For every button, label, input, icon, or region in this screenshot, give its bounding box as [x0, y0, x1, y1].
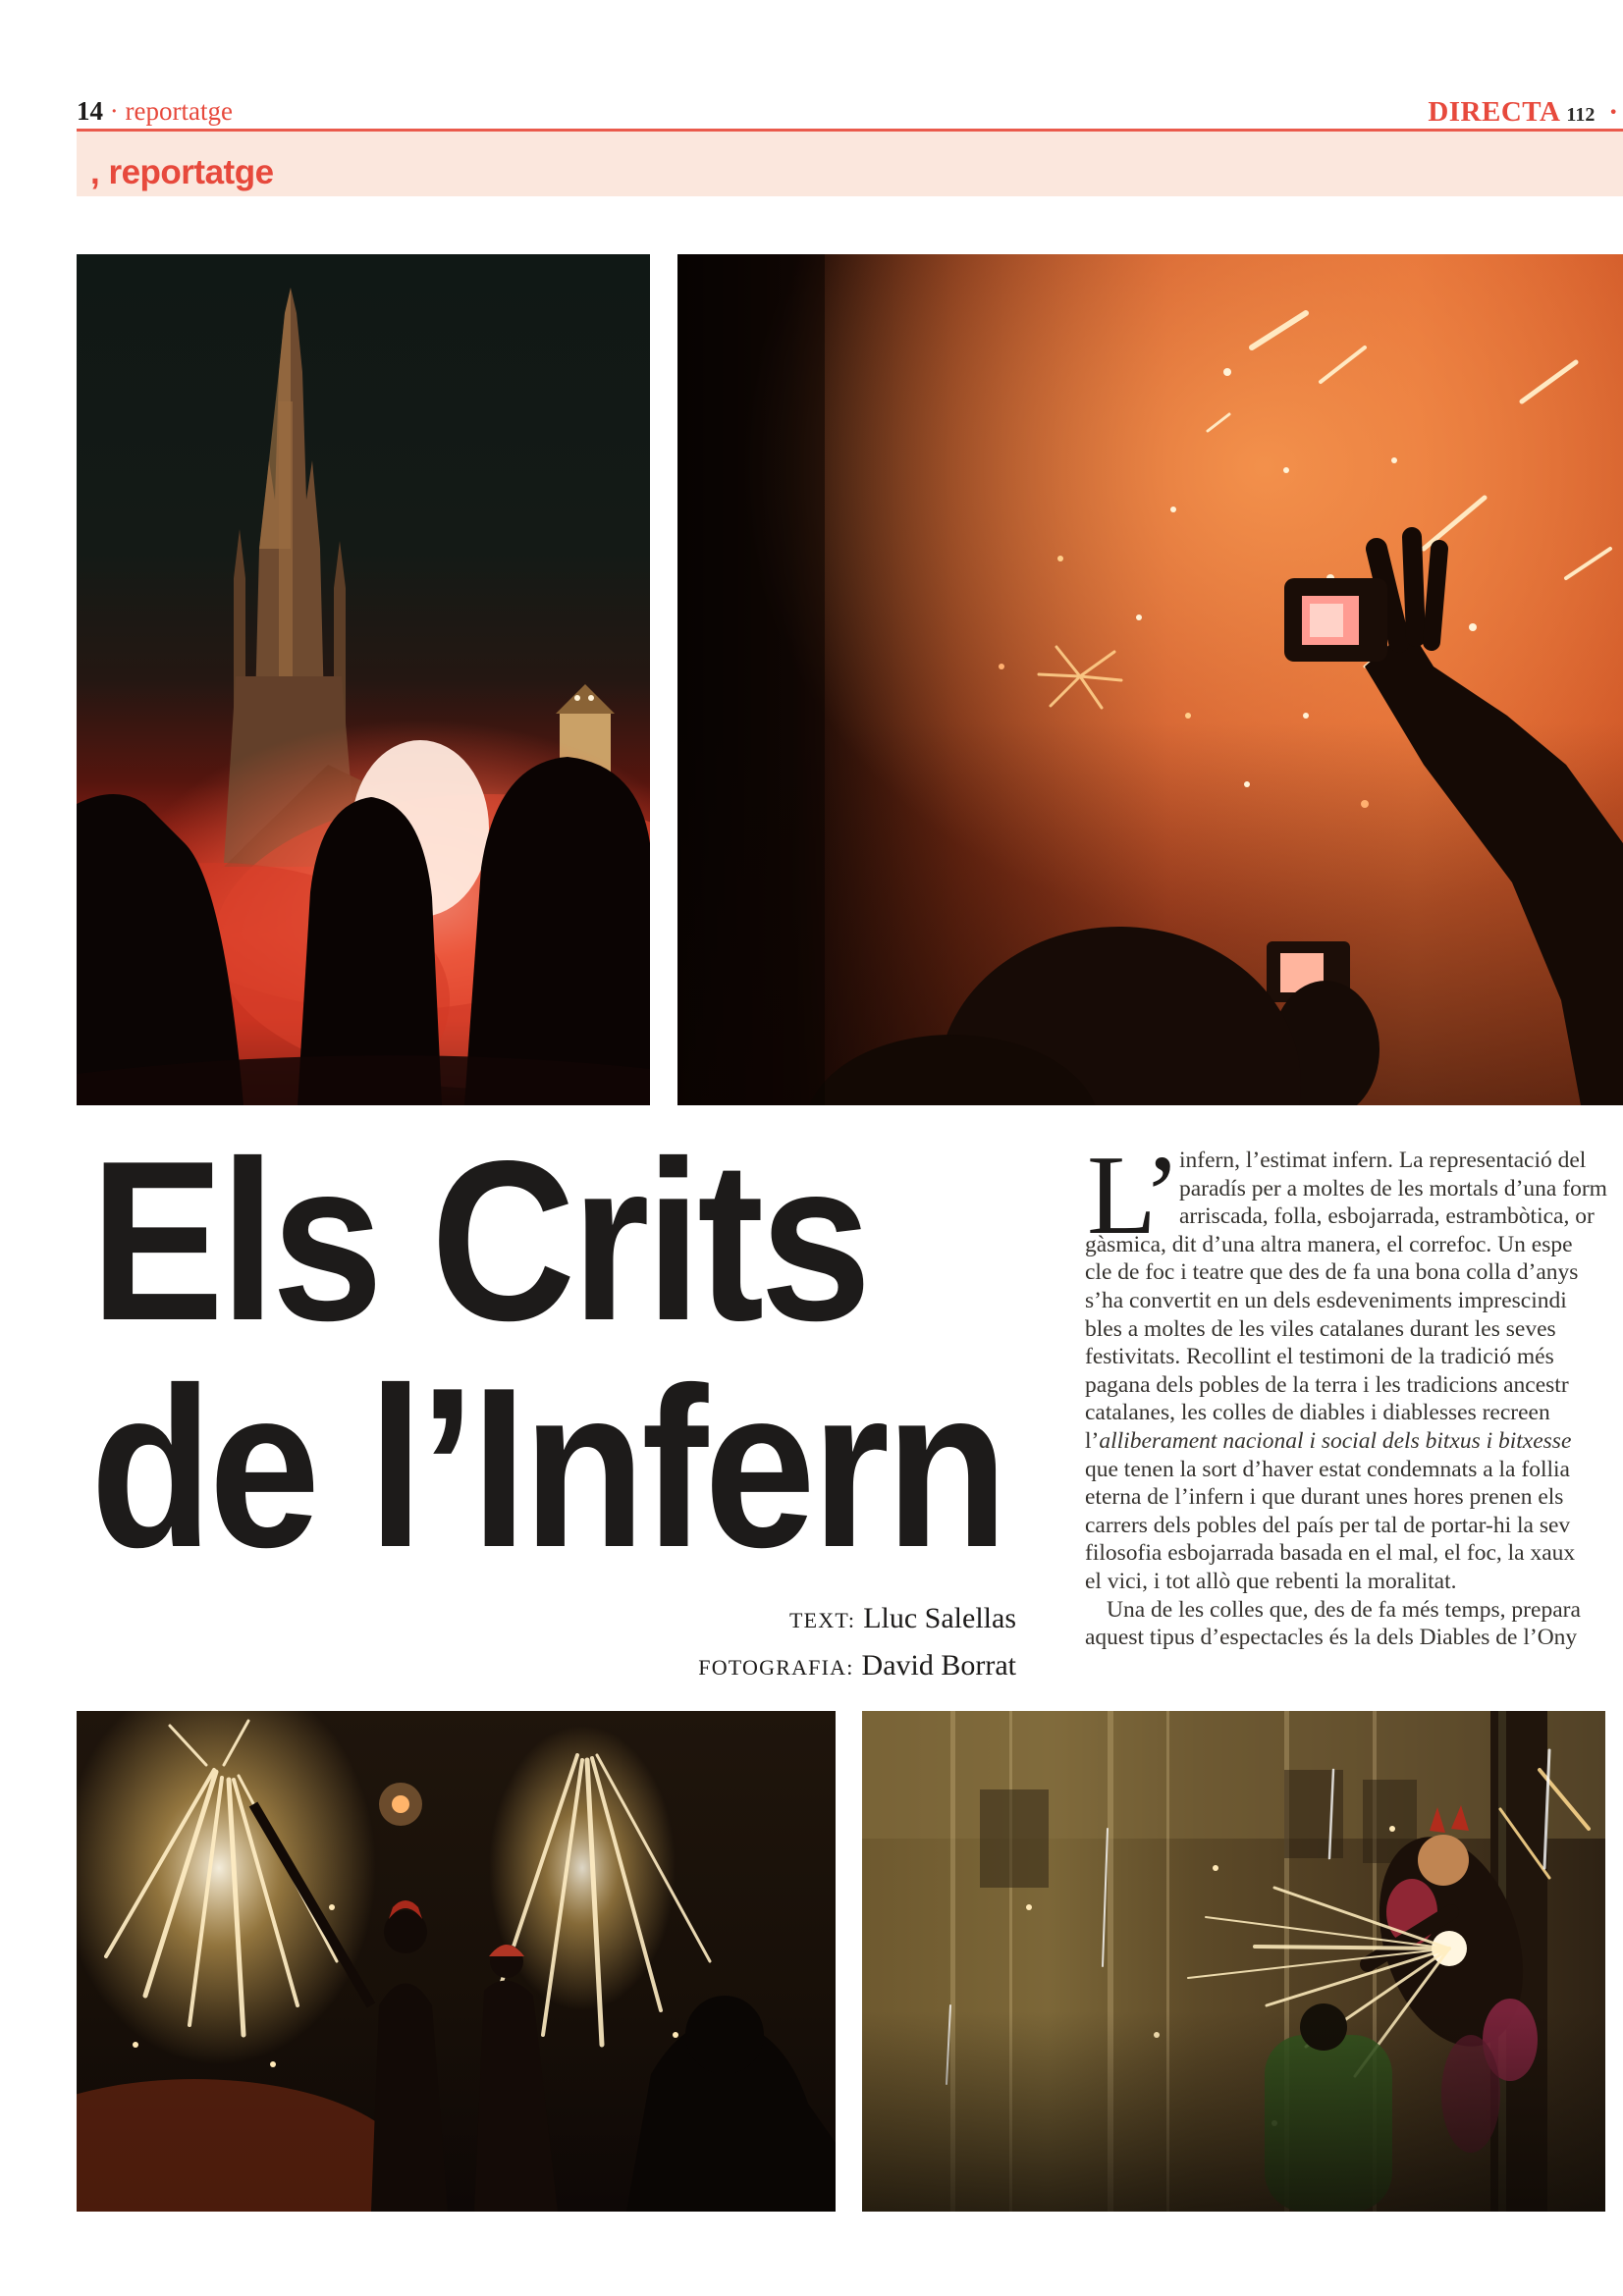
photo-crowd-filming-sparks — [677, 254, 1623, 1105]
photo-correfoc-spark-fountains — [77, 1711, 836, 2212]
credit-text-author: Lluc Salellas — [863, 1602, 1016, 1634]
body-text-line: gàsmica, dit d’una altra manera, el correfoc. Un espe — [1085, 1231, 1573, 1257]
issue-number: 112 — [1566, 104, 1596, 126]
header-separator: · — [109, 96, 119, 126]
credit-photo-label: FOTOGRAFIA: — [698, 1655, 854, 1680]
headline-text-2: de l’Infern — [90, 1341, 1004, 1595]
headline-text-1: Els Crits — [90, 1114, 868, 1368]
magazine-name: DIRECTA — [1428, 96, 1561, 128]
headline-line-2 — [90, 1341, 1129, 1595]
header-end-dot: · — [1608, 96, 1618, 128]
body-text-line: festivitats. Recollint el testimoni de la tradició més — [1085, 1344, 1554, 1370]
crowd-sparks-illustration — [677, 254, 1623, 1105]
body-text-line: Una de les colles que, des de fa més temps, prepara — [1107, 1596, 1581, 1623]
header-section-label: reportatge — [125, 96, 233, 126]
body-text-line: que tenen la sort d’haver estat condemnats a la follia — [1085, 1456, 1570, 1482]
body-text — [1085, 1147, 1623, 1659]
body-text-line: paradís per a moltes de les mortals d’una form — [1179, 1175, 1607, 1201]
headline-line-1 — [90, 1114, 974, 1368]
body-text-line: pagana dels pobles de la terra i les tradicions ancestr — [1085, 1371, 1569, 1398]
credit-text-label: TEXT: — [788, 1608, 856, 1632]
cathedral-illustration — [77, 254, 650, 1105]
devil-pole-illustration — [862, 1711, 1605, 2212]
photo-cathedral-red-flare — [77, 254, 650, 1105]
page-number: 14 — [77, 96, 103, 126]
credit-text-line — [466, 1596, 1016, 1643]
credit-photo-author: David Borrat — [861, 1649, 1016, 1682]
body-text-line: cle de foc i teatre que des de fa una bona colla d’anys — [1085, 1259, 1579, 1286]
drop-cap: L’ — [1087, 1133, 1178, 1258]
body-lines — [1085, 1147, 1623, 1652]
body-text-line: catalanes, les colles de diables i diablesses recreen — [1085, 1400, 1550, 1426]
body-text-line: l’alliberament nacional i social dels bitxus i bitxesse — [1085, 1427, 1572, 1454]
correfoc-illustration — [77, 1711, 836, 2212]
photo-devil-on-pole-sparks — [862, 1711, 1605, 2212]
body-text-line: aquest tipus d’espectacles és la dels Diables de l’Ony — [1085, 1625, 1578, 1651]
body-text-line: infern, l’estimat infern. La representació del — [1179, 1148, 1587, 1173]
body-text-line: carrers dels pobles del país per tal de portar-hi la sev — [1085, 1512, 1571, 1538]
body-text-line: arriscada, folla, esbojarrada, estrambòtica, or — [1179, 1203, 1595, 1230]
credits-block — [466, 1596, 1016, 1690]
body-text-line: s’ha convertit en un dels esdeveniments imprescindi — [1085, 1287, 1567, 1313]
header-right — [1428, 97, 1618, 130]
body-text-line: bles a moltes de les viles catalanes durant les seves — [1085, 1315, 1556, 1342]
body-text-line: eterna de l’infern i que durant unes hores prenen els — [1085, 1484, 1564, 1511]
body-text-line: el vici, i tot allò que rebenti la moralitat. — [1085, 1568, 1457, 1594]
header-left — [77, 96, 233, 126]
kicker-band — [77, 132, 1623, 196]
kicker-label: , reportatge — [90, 153, 274, 191]
credit-photo-line — [466, 1643, 1016, 1690]
body-text-line: filosofia esbojarrada basada en el mal, el foc, la xaux — [1085, 1540, 1576, 1567]
